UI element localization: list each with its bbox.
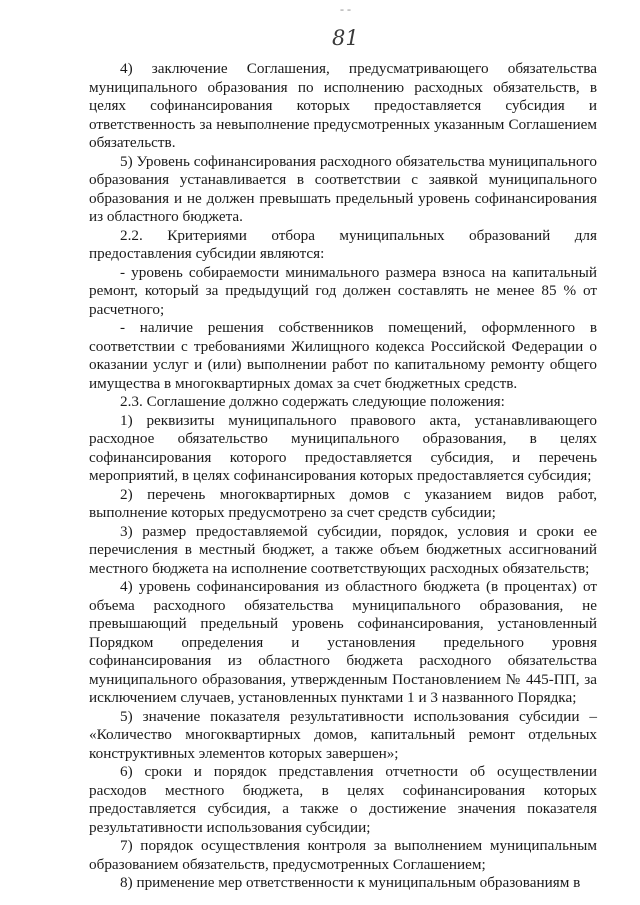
paragraph-provision-7: 7) порядок осуществления контроля за выполнением муниципальным образованием обязательств, предусмотренных Соглашением; bbox=[89, 837, 597, 873]
paragraph-criterion-2: - наличие решения собственников помещений, оформленного в соответствии с требованиями Жилищного кодекса Российской Федерации о оказании услуг и (или) выполнении работ по капитальному ремонту общего имущества в многоквартирных домах за счет бюджетных средств. bbox=[89, 319, 597, 392]
handwritten-page-number: 81 bbox=[332, 26, 359, 50]
paragraph-section-2-2: 2.2. Критериями отбора муниципальных образований для предоставления субсидии являются: bbox=[89, 226, 597, 262]
paragraph-provision-4: 4) уровень софинансирования из областного бюджета (в процентах) от объема расходного обязательства муниципального образования, не превышающий предельный уровень софинансирования, установленный Порядком определения и установления предельного уровня софинансирования из областного бюджета расходного обязательства муниципального образования, утвержденным Постановлением № 445-ПП, за исключением случаев, установленных пунктами 1 и 3 названного Порядка; bbox=[89, 578, 597, 706]
paragraph-item-4: 4) заключение Соглашения, предусматривающего обязательства муниципального образования по исполнению расходных обязательств, в целях софинансирования которых предоставляется субсидия и ответственность за невыполнение предусмотренных указанным Соглашением обязательств. bbox=[89, 60, 597, 151]
paragraph-section-2-3: 2.3. Соглашение должно содержать следующие положения: bbox=[120, 393, 505, 410]
page-top-mark: - - bbox=[340, 2, 351, 16]
paragraph-provision-6: 6) сроки и порядок представления отчетности об осуществлении расходов местного бюджета, в целях софинансирования которых предоставляется субсидия, а также о достижение значения показателя результативности использования субсидии; bbox=[89, 763, 597, 836]
paragraph-item-5: 5) Уровень софинансирования расходного обязательства муниципального образования устанавливается в соответствии с заявкой муниципального образования и не должен превышать предельный уровень софинансирования из областного бюджета. bbox=[89, 152, 598, 225]
paragraph-provision-3: 3) размер предоставляемой субсидии, порядок, условия и сроки ее перечисления в местный бюджет, а также объем бюджетных ассигнований местного бюджета на исполнение соответствующих расходных обязательств; bbox=[89, 522, 597, 577]
paragraph-provision-5: 5) значение показателя результативности использования субсидии – «Количество многоквартирных домов, капитальный ремонт отдельных конструктивных элементов которых завершен»; bbox=[89, 707, 597, 762]
document-body bbox=[89, 60, 597, 893]
paragraph-provision-1: 1) реквизиты муниципального правового акта, устанавливающего расходное обязательство муниципального образования, в целях софинансирования которого предоставляется субсидия, и перечень мероприятий, в целях софинансирования которых предоставляется субсидия; bbox=[89, 411, 597, 484]
paragraph-provision-2: 2) перечень многоквартирных домов с указанием видов работ, выполнение которых предусмотрено за счет средств субсидии; bbox=[89, 485, 597, 521]
paragraph-criterion-1: - уровень собираемости минимального размера взноса на капитальный ремонт, который за предыдущий год должен составлять не менее 85 % от расчетного; bbox=[89, 263, 597, 318]
paragraph-provision-8: 8) применение мер ответственности к муниципальным образованиям в bbox=[120, 874, 581, 891]
